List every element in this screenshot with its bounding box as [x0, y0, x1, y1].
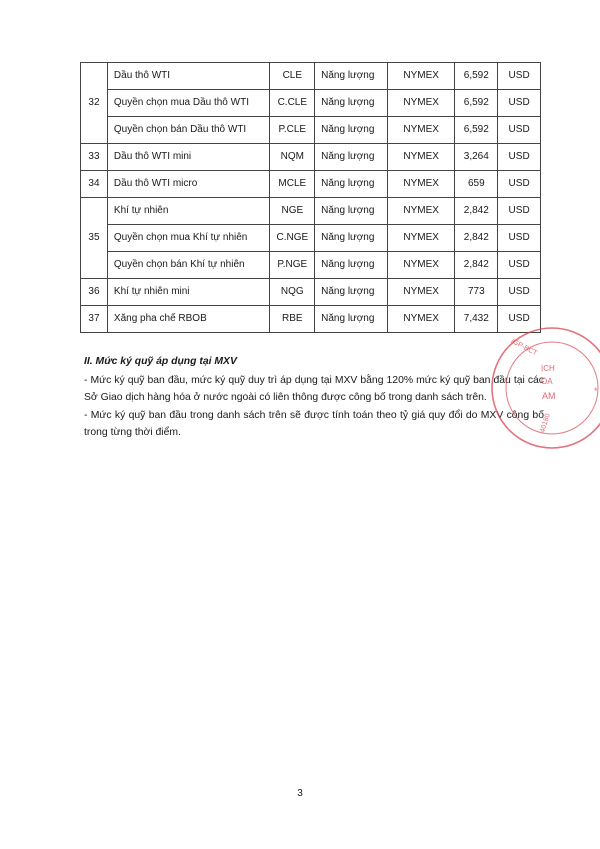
table-row [81, 279, 541, 306]
exchange-cell: NYMEX [387, 63, 454, 90]
currency-cell: USD [498, 90, 541, 117]
margin-value-cell: 2,842 [455, 198, 498, 225]
product-name-cell: Dầu thô WTI mini [107, 144, 270, 171]
margin-value-cell: 659 [455, 171, 498, 198]
stamp-text: * [594, 386, 598, 396]
product-group-cell: Năng lượng [315, 252, 388, 279]
table-row [81, 252, 541, 279]
margin-value-cell: 3,264 [455, 144, 498, 171]
stamp-text: ÓA [541, 377, 553, 386]
exchange-cell: NYMEX [387, 90, 454, 117]
product-code-cell: MCLE [270, 171, 315, 198]
product-code-cell: C.CLE [270, 90, 315, 117]
row-number-cell: 34 [81, 171, 108, 198]
product-name-cell: Quyền chọn bán Khí tự nhiên [107, 252, 270, 279]
margin-value-cell: 2,842 [455, 252, 498, 279]
currency-cell: USD [498, 144, 541, 171]
currency-cell: USD [498, 279, 541, 306]
product-code-cell: RBE [270, 306, 315, 333]
table-row [81, 198, 541, 225]
product-code-cell: CLE [270, 63, 315, 90]
section-title: II. Mức ký quỹ áp dụng tại MXV [84, 356, 237, 367]
product-code-cell: NGE [270, 198, 315, 225]
exchange-cell: NYMEX [387, 171, 454, 198]
product-name-cell: Xăng pha chế RBOB [107, 306, 270, 333]
margin-table-body [81, 63, 541, 333]
product-code-cell: NQM [270, 144, 315, 171]
stamp-text: /GP-BCT [509, 337, 539, 358]
product-group-cell: Năng lượng [315, 171, 388, 198]
exchange-cell: NYMEX [387, 198, 454, 225]
margin-value-cell: 6,592 [455, 90, 498, 117]
margin-value-cell: 6,592 [455, 63, 498, 90]
stamp-text: 40180 [539, 412, 552, 434]
margin-value-cell: 773 [455, 279, 498, 306]
section-paragraph: - Mức ký quỹ ban đầu, mức ký quỹ duy trì áp dụng tại MXV bằng 120% mức ký quỹ ban đầu tại các Sở Giao dịch hàng hóa ở nước ngoài có liên thông được công bố trong danh sách trên. [84, 374, 544, 403]
product-code-cell: P.NGE [270, 252, 315, 279]
product-group-cell: Năng lượng [315, 279, 388, 306]
table-row [81, 144, 541, 171]
stamp-text: AM [542, 391, 556, 401]
exchange-cell: NYMEX [387, 279, 454, 306]
page-number: 3 [297, 788, 303, 799]
margin-value-cell: 2,842 [455, 225, 498, 252]
product-name-cell: Khí tự nhiên [107, 198, 270, 225]
product-name-cell: Khí tự nhiên mini [107, 279, 270, 306]
product-group-cell: Năng lượng [315, 144, 388, 171]
margin-value-cell: 7,432 [455, 306, 498, 333]
section-paragraph: - Mức ký quỹ ban đầu trong danh sách trên sẽ được tính toán theo tỷ giá quy đổi do MXV công bố trong từng thời điểm. [84, 409, 544, 438]
table-row [81, 171, 541, 198]
currency-cell: USD [498, 117, 541, 144]
currency-cell: USD [498, 198, 541, 225]
exchange-cell: NYMEX [387, 306, 454, 333]
row-number-cell: 35 [81, 198, 108, 279]
table-row [81, 225, 541, 252]
exchange-cell: NYMEX [387, 144, 454, 171]
product-group-cell: Năng lượng [315, 63, 388, 90]
table-row [81, 63, 541, 90]
stamp-inner-ring [506, 342, 598, 434]
row-number-cell: 33 [81, 144, 108, 171]
product-code-cell: C.NGE [270, 225, 315, 252]
currency-cell: USD [498, 171, 541, 198]
stamp-text: ỊCH [541, 364, 555, 373]
red-seal-stamp [470, 318, 600, 458]
product-group-cell: Năng lượng [315, 198, 388, 225]
margin-value-cell: 6,592 [455, 117, 498, 144]
currency-cell: USD [498, 63, 541, 90]
product-group-cell: Năng lượng [315, 306, 388, 333]
exchange-cell: NYMEX [387, 117, 454, 144]
row-number-cell: 37 [81, 306, 108, 333]
product-group-cell: Năng lượng [315, 225, 388, 252]
product-name-cell: Dầu thô WTI [107, 63, 270, 90]
exchange-cell: NYMEX [387, 225, 454, 252]
product-name-cell: Quyền chọn mua Dầu thô WTI [107, 90, 270, 117]
exchange-cell: NYMEX [387, 252, 454, 279]
table-row [81, 90, 541, 117]
product-code-cell: NQG [270, 279, 315, 306]
product-group-cell: Năng lượng [315, 117, 388, 144]
table-row [81, 117, 541, 144]
row-number-cell: 36 [81, 279, 108, 306]
product-name-cell: Quyền chọn bán Dầu thô WTI [107, 117, 270, 144]
product-group-cell: Năng lượng [315, 90, 388, 117]
margin-table [80, 62, 541, 333]
currency-cell: USD [498, 225, 541, 252]
product-name-cell: Dầu thô WTI micro [107, 171, 270, 198]
currency-cell: USD [498, 306, 541, 333]
row-number-cell: 32 [81, 63, 108, 144]
currency-cell: USD [498, 252, 541, 279]
product-name-cell: Quyền chọn mua Khí tự nhiên [107, 225, 270, 252]
product-code-cell: P.CLE [270, 117, 315, 144]
